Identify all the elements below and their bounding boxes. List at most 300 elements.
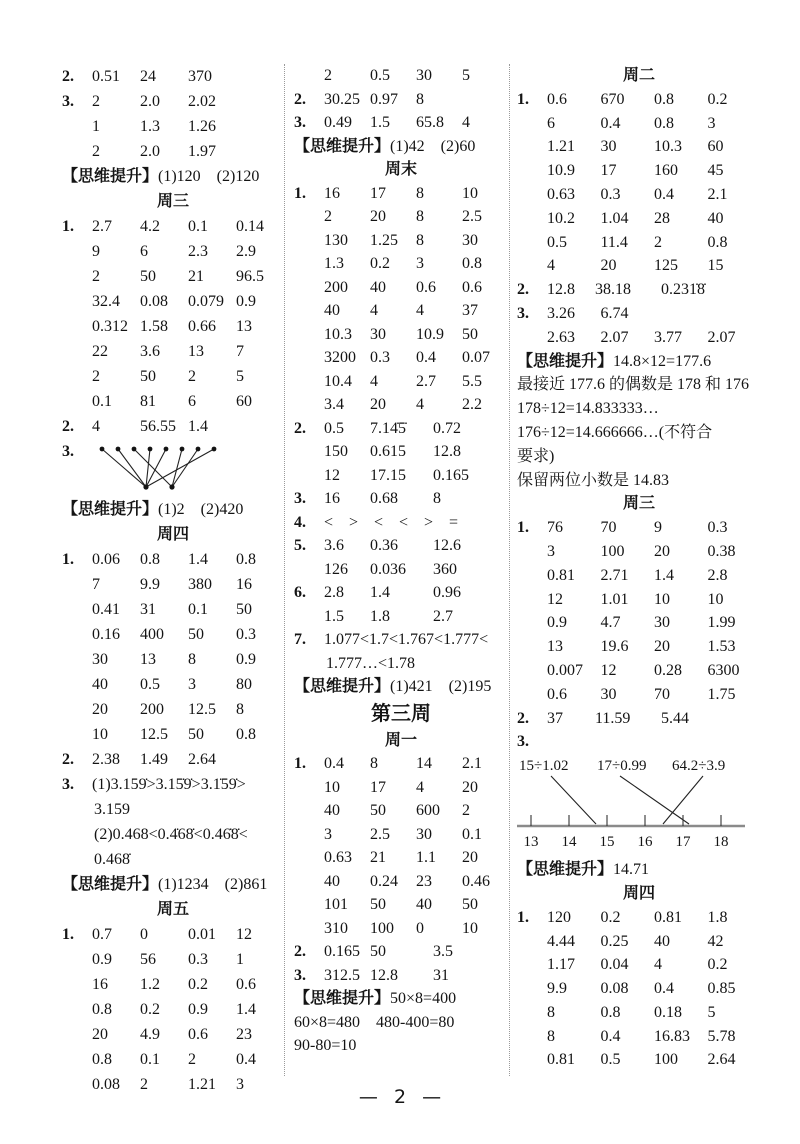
row-label: 2. <box>294 943 306 960</box>
answer-row <box>517 254 761 278</box>
row-label <box>517 930 547 954</box>
line-text: 60×8=480 480-400=80 <box>294 1013 455 1031</box>
answer-cell: 0.2 <box>707 956 728 974</box>
svg-text:18: 18 <box>713 834 729 851</box>
row-label: 1. <box>62 926 74 943</box>
answer-cell: > <box>424 513 434 531</box>
answer-cell: 0.08 <box>92 1076 120 1093</box>
answer-row <box>294 511 508 535</box>
emphasis-label: 【思维提升】 <box>294 678 391 695</box>
answer-cell: 0.8 <box>654 90 674 108</box>
answer-cell: 0.4 <box>654 185 674 203</box>
answer-cell: 0.8 <box>92 1001 112 1018</box>
answer-cell: 1.8 <box>370 607 390 625</box>
answer-cell: 9 <box>92 243 100 260</box>
column-3 <box>517 64 761 1072</box>
answer-cell: 40 <box>370 278 386 296</box>
row-label <box>294 64 324 88</box>
answer-cell: 1.58 <box>140 318 168 335</box>
answer-cell: 8 <box>416 231 424 249</box>
row-label <box>517 683 547 707</box>
answer-cell: 2 <box>188 1051 196 1068</box>
answer-cell: 312.5 <box>324 966 360 984</box>
answer-cell: 2 <box>654 233 662 251</box>
answer-cell: 2 <box>188 368 196 385</box>
answer-cell: 28 <box>654 209 670 227</box>
answer-cell: 1.3 <box>324 255 344 272</box>
answer-cell: 13 <box>236 318 252 335</box>
answer-cell: 16 <box>324 184 340 202</box>
answer-cell: 0.3 <box>370 349 390 366</box>
answer-cell: 1.5 <box>370 114 390 131</box>
answer-cell: 37 <box>547 709 563 727</box>
answer-cell: 1.4 <box>236 1001 256 1018</box>
answer-cell: 0.9 <box>236 293 256 310</box>
row-label <box>62 572 92 597</box>
answer-cell: 1.8 <box>707 908 728 926</box>
answer-cell: 310 <box>324 919 348 937</box>
answer-cell: 0.165 <box>324 943 360 960</box>
text-line <box>62 797 284 822</box>
answer-cell: 2.02 <box>188 93 216 110</box>
answer-cell: 0.9 <box>92 951 112 968</box>
answer-cell: 0.81 <box>547 1051 575 1069</box>
answer-cell: 160 <box>654 162 678 180</box>
answer-cell: 0.85 <box>707 980 736 998</box>
answer-cell: 37 <box>462 302 478 319</box>
answer-cell: 0.5 <box>600 1051 621 1069</box>
answer-cell: 2.5 <box>370 825 390 843</box>
answer-cell: 81 <box>140 393 156 410</box>
answer-cell: 0.079 <box>188 293 224 310</box>
answer-row <box>62 922 284 947</box>
answer-row <box>294 88 508 112</box>
answer-row <box>62 672 284 697</box>
text-line <box>62 872 284 897</box>
answer-cell: 3.6 <box>324 537 344 554</box>
column-2 <box>294 64 508 1058</box>
answer-row <box>294 111 508 135</box>
answer-cell: 0.2 <box>370 255 390 272</box>
line-text: 178÷12=14.833333… <box>517 400 659 418</box>
row-label: 1. <box>294 184 306 202</box>
answer-cell: 12 <box>236 926 252 943</box>
answer-cell: 19.6 <box>600 638 629 656</box>
answer-cell: 0.9 <box>236 651 256 668</box>
row-label: 3. <box>517 304 529 322</box>
answer-cell: 10.3 <box>324 325 352 343</box>
answer-cell: 4 <box>370 372 378 390</box>
answer-cell: 0.36 <box>370 537 398 554</box>
answer-cell: 3.26 <box>547 304 575 322</box>
row-label: 1. <box>62 218 74 235</box>
answer-cell: 2.8 <box>324 584 344 601</box>
answer-cell: 30 <box>370 325 386 343</box>
answer-cell: 50 <box>140 368 156 385</box>
text-line <box>62 822 284 847</box>
answer-cell: 40 <box>707 209 724 227</box>
row-label: 1. <box>517 519 529 537</box>
answer-cell: 40 <box>654 932 670 950</box>
line-text: 50×8=400 <box>390 990 457 1007</box>
row-label <box>517 135 547 159</box>
answer-cell: 12.5 <box>188 701 216 718</box>
row-label: 4. <box>294 513 306 531</box>
text-line <box>517 858 761 882</box>
answer-row <box>294 417 508 441</box>
answer-row <box>62 647 284 672</box>
tick-marks <box>531 815 721 826</box>
answer-row <box>517 588 761 612</box>
emphasis-label: 【思维提升】 <box>294 990 391 1007</box>
answer-cell: 0.5 <box>140 676 160 693</box>
column-divider-right <box>509 64 510 1076</box>
answer-cell: 0.8 <box>462 255 482 272</box>
answer-cell: 0.01 <box>188 926 216 943</box>
answer-cell: 31 <box>140 601 156 618</box>
answer-cell: 1.4 <box>654 566 674 584</box>
answer-row <box>517 1048 761 1072</box>
answer-cell: 16 <box>236 576 252 593</box>
answer-cell: 1.4 <box>370 584 390 601</box>
expression-label: 17÷0.99 <box>597 758 647 775</box>
answer-row <box>294 299 508 323</box>
expression-label: 64.2÷3.9 <box>672 758 726 775</box>
answer-cell: 2.63 <box>547 328 575 346</box>
answer-cell: 2 <box>92 143 100 160</box>
answer-cell: 32.4 <box>92 293 120 310</box>
row-label <box>62 114 92 139</box>
answer-cell: 4 <box>92 418 100 435</box>
dot-matching-svg <box>92 443 242 495</box>
answer-cell: 0.1 <box>462 825 482 843</box>
answer-cell: 0.615 <box>370 443 406 460</box>
row-label: 3. <box>294 114 306 131</box>
row-label <box>62 339 92 364</box>
answer-cell: 400 <box>140 626 164 643</box>
row-label <box>294 799 324 823</box>
answer-cell: 0.2 <box>600 908 621 926</box>
answer-row <box>517 326 761 350</box>
answer-cell: 0 <box>140 926 148 943</box>
matching-diagram <box>62 439 284 497</box>
row-label <box>62 239 92 264</box>
answer-row <box>517 1025 761 1049</box>
line-text: 14.8×12=177.6 <box>613 352 712 370</box>
answer-cell: 15 <box>707 257 724 275</box>
answer-cell: 56.55 <box>140 418 176 435</box>
answer-row <box>62 339 284 364</box>
answer-cell: 12 <box>324 466 340 484</box>
section-header: 周四 <box>156 526 189 543</box>
answer-cell: < <box>374 513 384 531</box>
row-label <box>62 364 92 389</box>
answer-cell: 12.8 <box>370 966 398 984</box>
answer-row <box>517 683 761 707</box>
answer-cell: 7 <box>92 576 100 593</box>
row-label <box>294 323 324 347</box>
answer-row <box>62 89 284 114</box>
answer-cell: 20 <box>654 542 670 560</box>
svg-text:13: 13 <box>523 834 539 851</box>
answer-cell: 16.83 <box>654 1027 690 1045</box>
answer-cell: 70 <box>654 685 670 703</box>
answer-row <box>294 846 508 870</box>
answer-cell: 10 <box>707 590 724 608</box>
answer-cell: 10 <box>92 726 108 743</box>
answer-cell: 20 <box>462 778 478 796</box>
answer-row <box>294 940 508 964</box>
answer-cell: 0.68 <box>370 490 398 507</box>
answer-cell: 8 <box>370 755 378 772</box>
answer-cell: 4.7 <box>600 614 621 632</box>
answer-cell: 45 <box>707 162 724 180</box>
item-label: 3. <box>517 733 529 751</box>
answer-cell: 5.44 <box>661 709 689 727</box>
emphasis-label: 【思维提升】 <box>517 352 614 370</box>
answer-cell: 2.0 <box>140 143 160 160</box>
row-label: 5. <box>294 537 306 554</box>
answer-row <box>62 314 284 339</box>
section-header: 周三 <box>156 193 189 210</box>
row-label <box>294 464 324 488</box>
answer-row <box>62 239 284 264</box>
answer-cell: 30 <box>600 138 617 156</box>
section-header: 周二 <box>622 67 655 84</box>
answer-cell: 0.036 <box>370 560 406 578</box>
answer-cell: 10 <box>462 919 478 937</box>
answer-cell: 8 <box>416 208 424 225</box>
answer-row <box>62 972 284 997</box>
answer-cell: 12 <box>600 661 617 679</box>
answer-cell: 4 <box>416 778 424 796</box>
column-divider-left <box>284 64 285 1076</box>
answer-cell: 100 <box>370 919 394 937</box>
answer-row <box>294 870 508 894</box>
answer-cell: 11.59 <box>595 709 631 727</box>
row-label <box>62 622 92 647</box>
answer-cell: 8 <box>547 1003 555 1021</box>
row-label <box>294 846 324 870</box>
answer-cell: > <box>349 513 359 531</box>
answer-cell: 126 <box>324 560 348 578</box>
answer-cell: 3200 <box>324 349 356 366</box>
answer-cell: 40 <box>324 802 340 819</box>
answer-row <box>294 346 508 370</box>
answer-row <box>294 64 508 88</box>
answer-cell: 0.1 <box>140 1051 160 1068</box>
answer-row <box>62 364 284 389</box>
match-dots <box>100 447 217 490</box>
answer-cell: < <box>399 513 409 531</box>
answer-cell: 0.3 <box>236 626 256 643</box>
answer-row <box>517 930 761 954</box>
answer-row <box>294 464 508 488</box>
answer-cell: 4 <box>654 956 662 974</box>
answer-cell: 0.63 <box>324 849 352 866</box>
row-label: 3. <box>62 93 74 110</box>
answer-cell: 17.15 <box>370 466 406 484</box>
answer-cell: 0.007 <box>547 661 583 679</box>
text-line <box>517 730 761 754</box>
row-label <box>517 254 547 278</box>
row-label: 3. <box>294 966 306 984</box>
answer-cell: 10.9 <box>416 325 444 343</box>
text-line <box>62 164 284 189</box>
answer-cell: 6 <box>140 243 148 260</box>
answer-cell: 1.99 <box>707 614 736 632</box>
answer-cell: 1.21 <box>188 1076 216 1093</box>
row-label <box>517 611 547 635</box>
answer-cell: 31 <box>433 966 449 984</box>
row-label: 1. <box>294 755 306 772</box>
line-text: (1)421 (2)195 <box>390 678 492 695</box>
answer-cell: 2.38 <box>92 751 120 768</box>
answer-cell: 0.3 <box>707 519 728 537</box>
answer-cell: 23 <box>236 1026 252 1043</box>
answer-row <box>62 289 284 314</box>
section-header: 周一 <box>384 731 417 749</box>
answer-cell: 21 <box>188 268 204 285</box>
answer-row <box>294 393 508 417</box>
answer-cell: 21 <box>370 849 386 866</box>
row-label <box>517 659 547 683</box>
answer-cell: 2.5 <box>462 208 482 225</box>
svg-text:15: 15 <box>599 834 615 851</box>
text-line <box>517 421 761 445</box>
answer-cell: 17 <box>600 162 617 180</box>
answer-cell: 50 <box>188 726 204 743</box>
answer-cell: 1.01 <box>600 590 629 608</box>
answer-row <box>62 597 284 622</box>
answer-cell: 30 <box>654 614 670 632</box>
line-text: 14.71 <box>613 861 650 879</box>
answer-cell: 0.231̇8̇ <box>661 281 705 299</box>
answer-cell: 12 <box>547 590 563 608</box>
row-label <box>62 139 92 164</box>
answer-cell: 0.08 <box>140 293 168 310</box>
answer-cell: 16 <box>324 490 340 507</box>
answer-cell: 0.4 <box>654 980 674 998</box>
page-number: — 2 — <box>358 1086 442 1108</box>
text-line <box>294 987 508 1011</box>
answer-cell: 1.4 <box>188 551 208 568</box>
answer-cell: 2.64 <box>188 751 216 768</box>
row-label <box>294 823 324 847</box>
row-label <box>294 299 324 323</box>
answer-cell: 4.9 <box>140 1026 160 1043</box>
answer-cell: 10.2 <box>547 209 575 227</box>
answer-row <box>294 752 508 776</box>
row-label: 1. <box>62 551 74 568</box>
answer-cell: 1 <box>236 951 244 968</box>
answer-cell: 2 <box>92 268 100 285</box>
answer-row <box>294 776 508 800</box>
row-label <box>62 314 92 339</box>
answer-cell: 3.77 <box>654 328 682 346</box>
section-header: 周四 <box>622 884 655 902</box>
answer-cell: 16 <box>92 976 108 993</box>
answer-cell: 2 <box>140 1076 148 1093</box>
answer-cell: 0.1 <box>188 601 208 618</box>
answer-cell: 50 <box>370 802 386 819</box>
row-label: 2. <box>62 751 74 768</box>
line-text: (1)1234 (2)861 <box>158 876 268 893</box>
answer-cell: 50 <box>370 896 386 913</box>
answer-cell: 600 <box>416 802 440 819</box>
answer-cell: 3 <box>416 255 424 272</box>
row-label <box>62 997 92 1022</box>
match-lines <box>102 449 214 487</box>
answer-cell: 3.5 <box>433 943 453 960</box>
answer-cell: 0.9 <box>547 614 567 632</box>
answer-cell: 50 <box>462 896 478 913</box>
row-label <box>517 953 547 977</box>
row-label: 1. <box>517 908 529 926</box>
answer-cell: 0.51 <box>92 68 120 85</box>
answer-cell: 0.63 <box>547 185 575 203</box>
row-label <box>517 564 547 588</box>
answer-cell: 9 <box>654 519 662 537</box>
answer-cell: 0.7 <box>92 926 112 943</box>
line-text: 保留两位小数是 14.83 <box>517 471 670 489</box>
answer-row <box>62 947 284 972</box>
row-label <box>62 289 92 314</box>
row-label <box>294 276 324 300</box>
answer-cell: 7 <box>236 343 244 360</box>
answer-cell: 23 <box>416 872 432 890</box>
answer-cell: 0.97 <box>370 90 398 108</box>
row-label: 2. <box>294 419 306 437</box>
answer-cell: 13 <box>140 651 156 668</box>
line-text: 3.159 <box>94 801 130 818</box>
answer-cell: 30 <box>600 685 617 703</box>
answer-cell: 50 <box>140 268 156 285</box>
emphasis-label: 【思维提升】 <box>62 168 159 185</box>
emphasis-label: 【思维提升】 <box>62 501 159 518</box>
answer-row <box>517 906 761 930</box>
answer-cell: 2.1 <box>462 755 482 772</box>
answer-cell: 4.44 <box>547 932 575 950</box>
answer-row <box>517 659 761 683</box>
answer-cell: 20 <box>92 701 108 718</box>
row-label <box>294 870 324 894</box>
line-text: (1)42 (2)60 <box>390 137 476 155</box>
answer-cell: 9.9 <box>140 576 160 593</box>
row-label <box>62 597 92 622</box>
answer-cell: 0.08 <box>600 980 629 998</box>
answer-row <box>517 302 761 326</box>
row-label: 2. <box>62 418 74 435</box>
answer-cell: 5.5 <box>462 372 482 390</box>
answer-cell: 8 <box>416 184 424 202</box>
answer-cell: 0.46 <box>462 872 490 890</box>
row-label <box>62 1047 92 1072</box>
svg-text:14: 14 <box>561 834 577 851</box>
row-label <box>517 588 547 612</box>
answer-cell: 17 <box>370 778 386 796</box>
answer-row <box>294 605 508 629</box>
answer-cell: 0.1 <box>92 393 112 410</box>
emphasis-label: 【思维提升】 <box>294 137 391 155</box>
text-line <box>62 497 284 522</box>
answer-cell: 7.14̇5̇ <box>370 419 406 437</box>
row-label <box>294 893 324 917</box>
answer-row <box>517 88 761 112</box>
answer-cell: 30 <box>92 651 108 668</box>
answer-cell: 1.97 <box>188 143 216 160</box>
answer-cell: 0.41 <box>92 601 120 618</box>
